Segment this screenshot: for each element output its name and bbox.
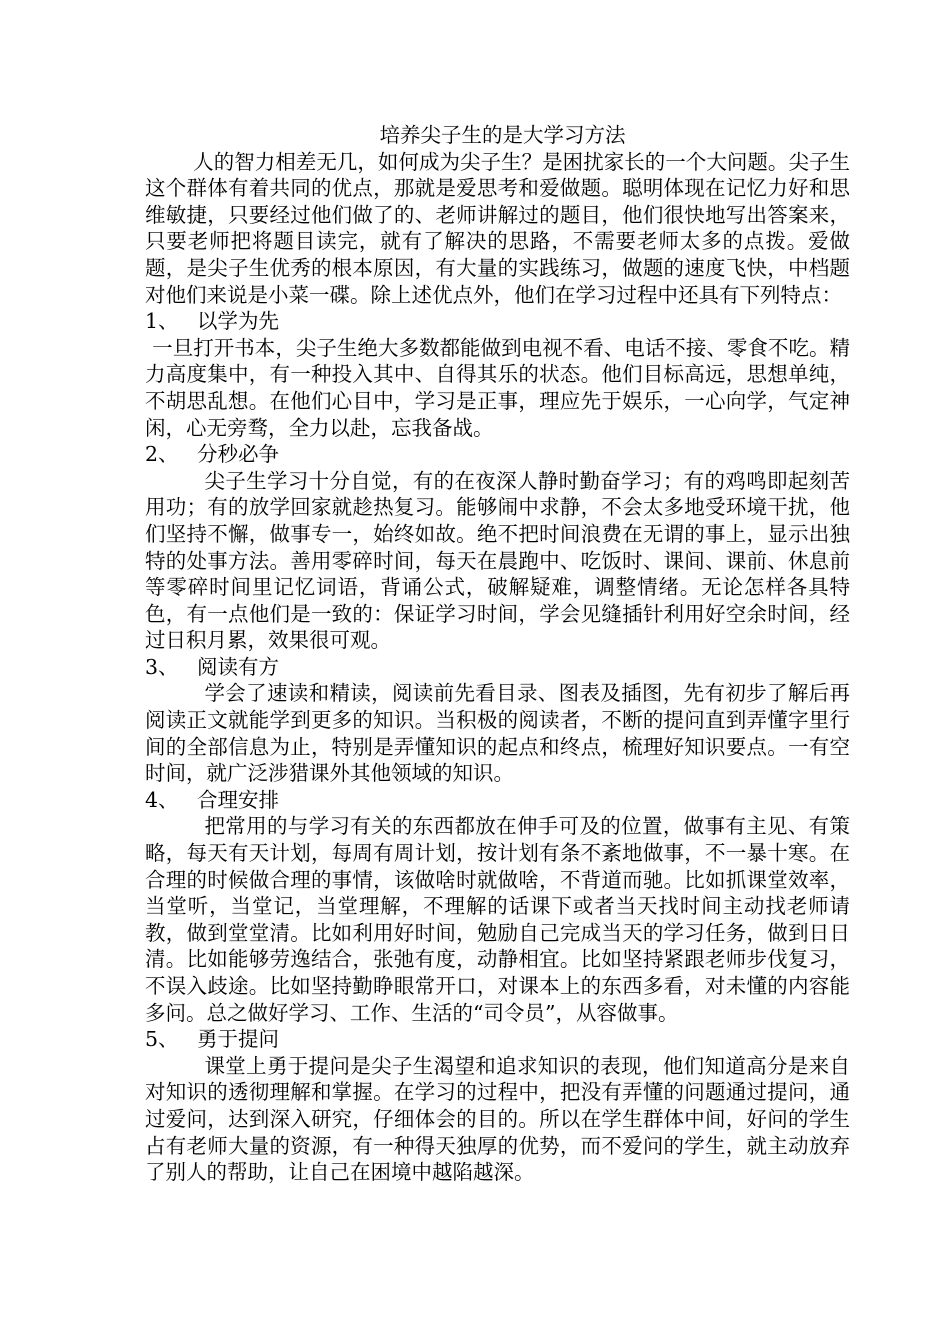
section-heading-text: 合理安排 <box>197 787 279 812</box>
section-heading-text: 以学为先 <box>197 309 279 334</box>
section-heading-text: 分秒必争 <box>197 442 279 467</box>
document-page <box>145 122 850 1186</box>
section-number: 4、 <box>145 787 179 812</box>
section-heading-5 <box>145 1026 850 1053</box>
section-heading-text: 阅读有方 <box>197 654 279 679</box>
section-heading-4 <box>145 787 850 814</box>
section-heading-1 <box>145 308 850 335</box>
section-number: 5、 <box>145 1027 179 1052</box>
section-body-5: 课堂上勇于提问是尖子生渴望和追求知识的表现，他们知道高分是来自对知识的透彻理解和掌握。在学习的过程中，把没有弄懂的问题通过提问，通过爱问，达到深入研究，仔细体会的目的。所以在学生群体中间，好问的学生占有老师大量的资源，有一种得天独厚的优势，而不爱问的学生，就主动放弃了别人的帮助，让自己在困境中越陷越深。 <box>145 1053 850 1185</box>
section-number: 3、 <box>145 654 179 679</box>
section-heading-2 <box>145 441 850 468</box>
section-heading-text: 勇于提问 <box>197 1027 279 1052</box>
section-body-1: 一旦打开书本，尖子生绝大多数都能做到电视不看、电话不接、零食不吃。精力高度集中，有一种投入其中、自得其乐的状态。他们目标高远，思想单纯，不胡思乱想。在他们心目中，学习是正事，理应先于娱乐，一心向学，气定神闲，心无旁骛，全力以赴，忘我备战。 <box>145 335 850 440</box>
section-body-3: 学会了速读和精读，阅读前先看目录、图表及插图，先有初步了解后再阅读正文就能学到更多的知识。当积极的阅读者，不断的提问直到弄懂字里行间的全部信息为止，特别是弄懂知识的起点和终点，梳理好知识要点。一有空时间，就广泛涉猎课外其他领域的知识。 <box>145 681 850 786</box>
document-title: 培养尖子生的是大学习方法 <box>379 123 626 147</box>
section-number: 2、 <box>145 442 179 467</box>
section-body-4: 把常用的与学习有关的东西都放在伸手可及的位置，做事有主见、有策略，每天有天计划，每周有周计划，按计划有条不紊地做事，不一暴十寒。在合理的时候做合理的事情，该做啥时就做啥，不背道而驰。比如抓课堂效率，当堂听，当堂记，当堂理解，不理解的话课下或者当天找时间主动找老师请教，做到堂堂清。比如利用好时间，勉励自己完成当天的学习任务，做到日日清。比如能够劳逸结合，张弛有度，动静相宜。比如坚持紧跟老师步伐复习，不误入歧途。比如坚持勤睁眼常开口，对课本上的东西多看，对未懂的内容能多问。总之做好学习、工作、生活的“司令员”，从容做事。 <box>145 814 850 1025</box>
intro-paragraph: 人的智力相差无几，如何成为尖子生？是困扰家长的一个大问题。尖子生这个群体有着共同的优点，那就是爱思考和爱做题。聪明体现在记忆力好和思维敏捷，只要经过他们做了的、老师讲解过的题目，他们很快地写出答案来，只要老师把将题目读完，就有了解决的思路，不需要老师太多的点拨。爱做题，是尖子生优秀的根本原因，有大量的实践练习，做题的速度飞快，中档题对他们来说是小菜一碟。除上述优点外，他们在学习过程中还具有下列特点： <box>145 149 850 307</box>
section-body-2: 尖子生学习十分自觉，有的在夜深人静时勤奋学习；有的鸡鸣即起刻苦用功；有的放学回家就趁热复习。能够闹中求静，不会太多地受环境干扰，他们坚持不懈，做事专一，始终如故。绝不把时间浪费在无谓的事上，显示出独特的处事方法。善用零碎时间，每天在晨跑中、吃饭时、课间、课前、休息前等零碎时间里记忆词语，背诵公式，破解疑难，调整情绪。无论怎样各具特色，有一点他们是一致的：保证学习时间，学会见缝插针利用好空余时间，经过日积月累，效果很可观。 <box>145 468 850 653</box>
section-number: 1、 <box>145 309 179 334</box>
section-heading-3 <box>145 654 850 681</box>
